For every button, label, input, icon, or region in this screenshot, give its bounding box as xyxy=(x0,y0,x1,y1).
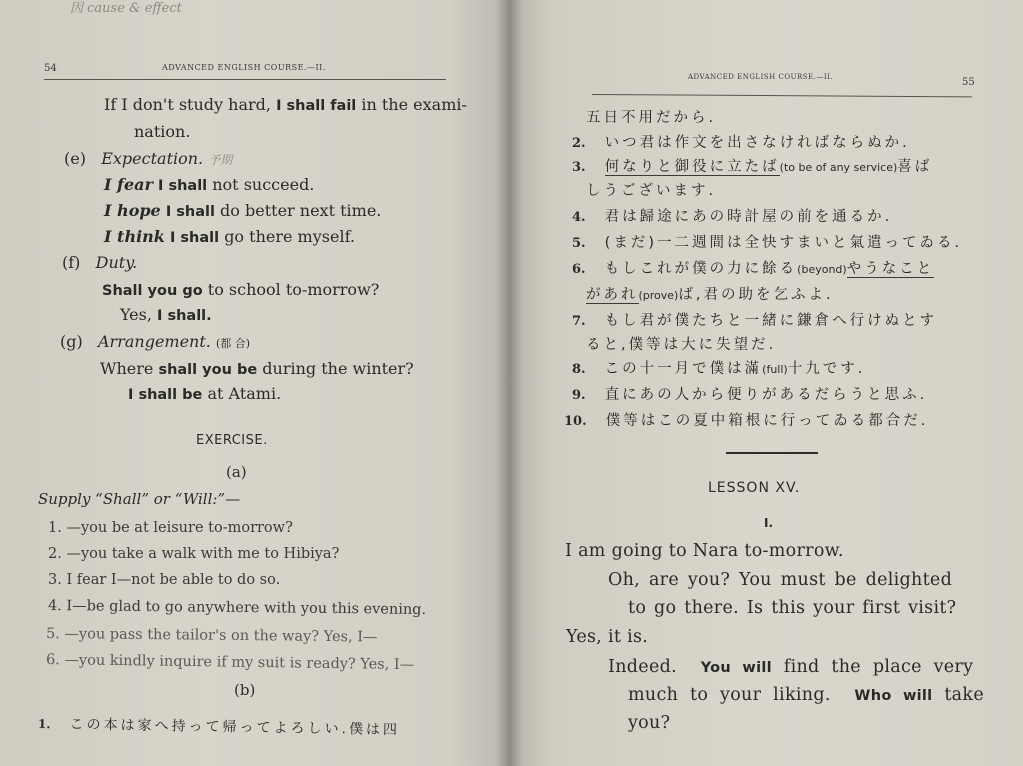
part-a-label: (a) xyxy=(226,463,247,481)
example-e-1: I fear I shall not succeed. xyxy=(104,175,315,194)
exercise-item-3: 3. I fear I—not be able to do so. xyxy=(48,572,281,588)
jp-continuation: 五日不用だから. xyxy=(586,110,717,126)
jp-item-9: 9. 直にあの人から便りがあるだらうと思ふ. xyxy=(572,387,928,403)
exercise-item-4: 4. I—be glad to go anywhere with you this evening. xyxy=(47,598,427,618)
page-number-right: 55 xyxy=(962,77,975,88)
part-b-item-1: 1. この本は家へ持って帰ってよろしい.僕は四 xyxy=(37,716,401,739)
exercise-heading: EXERCISE. xyxy=(196,433,268,448)
left-page xyxy=(0,0,510,766)
jp-item-2: 2. いつ君は作文を出さなければならぬか. xyxy=(572,135,910,151)
lesson-title: LESSON XV. xyxy=(708,480,801,496)
dialog-line-1: I am going to Nara to-morrow. xyxy=(565,541,844,561)
example-g-1: Where shall you be during the winter? xyxy=(100,359,414,378)
example-f-1: Shall you go to school to-morrow? xyxy=(102,280,380,299)
example-g-2: I shall be at Atami. xyxy=(128,384,282,403)
jp-item-4: 4. 君は歸途にあの時計屋の前を通るか. xyxy=(572,209,893,225)
part-b-label: (b) xyxy=(234,681,256,699)
exercise-item-5: 5. —you pass the tailor's on the way? Yes, I— xyxy=(45,626,378,646)
dialog-line-4: Yes, it is. xyxy=(566,627,649,647)
dialog-line-7: you? xyxy=(628,713,671,733)
page-number-left: 54 xyxy=(44,63,57,74)
example-e-3: I think I shall go there myself. xyxy=(104,227,355,246)
jp-item-10: 10. 僕等はこの夏中箱根に行ってゐる都合だ. xyxy=(564,413,929,429)
book-gutter xyxy=(496,0,522,766)
section-f-heading: (f) Duty. xyxy=(62,253,138,272)
pencil-annotation: 因 cause & effect xyxy=(70,1,182,16)
exercise-item-2: 2. —you take a walk with me to Hibiya? xyxy=(48,546,340,562)
dialog-line-6: much to your liking. Who will take xyxy=(628,685,984,705)
running-head-right: ADVANCED ENGLISH COURSE.—II. xyxy=(688,73,834,81)
jp-item-6-cont: があれ(prove)ば,君の助を乞ふよ. xyxy=(586,287,834,303)
continuation-line-2: nation. xyxy=(134,122,191,141)
example-e-2: I hope I shall do better next time. xyxy=(104,201,382,220)
continuation-line-1: If I don't study hard, I shall fail in the exami- xyxy=(104,95,467,114)
jp-item-3-cont: しうございます. xyxy=(586,183,717,199)
jp-item-7: 7. もし君が僕たちと一緒に鎌倉へ行けぬとす xyxy=(572,313,938,329)
running-head-left: ADVANCED ENGLISH COURSE.—II. xyxy=(162,63,326,72)
section-e-heading: (e) Expectation. 予期 xyxy=(64,149,233,168)
lesson-divider xyxy=(726,452,818,454)
dialog-line-2: Oh, are you? You must be delighted xyxy=(608,570,953,590)
right-page xyxy=(510,0,1023,766)
exercise-item-1: 1. —you be at leisure to-morrow? xyxy=(48,520,293,536)
exercise-item-6: 6. —you kindly inquire if my suit is ready? Yes, I— xyxy=(45,652,415,674)
section-g-heading: (g) Arrangement. (都 合) xyxy=(60,332,251,351)
section-number: I. xyxy=(764,516,774,530)
jp-item-6: 6. もしこれが僕の力に餘る(beyond)やうなこと xyxy=(572,261,935,277)
dialog-line-5: Indeed. You will find the place very xyxy=(608,657,974,677)
jp-item-7-cont: ると,僕等は大に失望だ. xyxy=(586,337,777,353)
pencil-gloss: 予期 xyxy=(208,153,233,167)
example-f-2: Yes, I shall. xyxy=(120,305,212,324)
jp-item-8: 8. この十一月で僕は滿(full)十九です. xyxy=(572,361,866,377)
header-rule-left xyxy=(44,79,446,80)
header-rule-right xyxy=(592,94,972,97)
dialog-line-3: to go there. Is this your first visit? xyxy=(628,598,957,618)
jp-item-3: 3. 何なりと御役に立たば(to be of any service)喜ば xyxy=(572,159,933,175)
exercise-instruction: Supply “Shall” or “Will:”— xyxy=(38,490,241,508)
jp-item-5: 5. (まだ)一二週間は全快すまいと氣遣ってゐる. xyxy=(572,235,963,251)
